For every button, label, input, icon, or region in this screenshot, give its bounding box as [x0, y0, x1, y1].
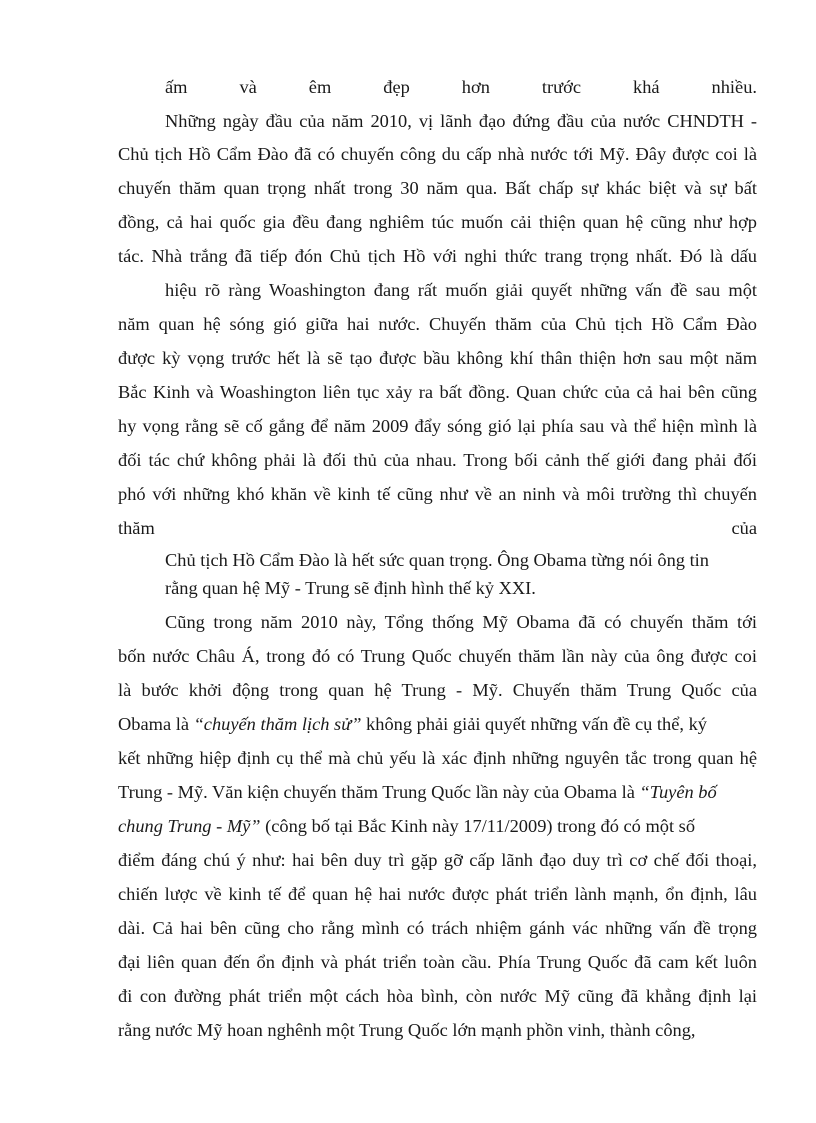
text-line: năm quan hệ sóng gió giữa hai nước. Chuyến thăm của Chủ tịch Hồ Cẩm Đào: [118, 314, 757, 334]
italic-quote: “chuyến thăm lịch sử”: [193, 714, 362, 734]
text-line: chuyến thăm quan trọng nhất trong 30 năm qua. Bất chấp sự khác biệt và sự bất: [118, 178, 757, 198]
text-line: rằng quan hệ Mỹ - Trung sẽ định hình thế kỷ XXI.: [165, 578, 536, 598]
text-line: được kỳ vọng trước hết là sẽ tạo được bầu không khí thân thiện hơn sau một năm: [118, 348, 757, 368]
text-line: đồng, cả hai quốc gia đều đang nghiêm túc muốn cải thiện quan hệ cũng như hợp: [118, 212, 757, 232]
text-line: phó với những khó khăn về kinh tế cũng như về an ninh và môi trường thì chuyến: [118, 484, 757, 504]
italic-quote: chung Trung - Mỹ”: [118, 816, 261, 836]
text-line: điểm đáng chú ý như: hai bên duy trì gặp gỡ cấp lãnh đạo duy trì cơ chế đối thoại,: [118, 850, 757, 870]
text-line: chiến lược về kinh tế để quan hệ hai nước được phát triển lành mạnh, ổn định, lâu: [118, 884, 757, 904]
text-line: rằng nước Mỹ hoan nghênh một Trung Quốc lớn mạnh phồn vinh, thành công,: [118, 1020, 696, 1040]
text-line: đối tác chứ không phải là đối thủ của nhau. Trong bối cảnh thế giới đang phải đối: [118, 450, 757, 470]
text-line: hiệu rõ ràng Woashington đang rất muốn giải quyết những vấn đề sau một: [165, 280, 757, 300]
text-line: Bắc Kinh và Woashington liên tục xảy ra bất đồng. Quan chức của cả hai bên cũng: [118, 382, 757, 402]
text-line: là bước khởi động trong quan hệ Trung - Mỹ. Chuyến thăm Trung Quốc của: [118, 680, 757, 700]
text-line: đại liên quan đến ổn định và phát triển toàn cầu. Phía Trung Quốc đã cam kết luôn: [118, 952, 757, 972]
text-line: tác. Nhà trắng đã tiếp đón Chủ tịch Hồ với nghi thức trang trọng nhất. Đó là dấu: [118, 246, 757, 266]
text-line: kết những hiệp định cụ thể mà chủ yếu là xác định những nguyên tắc trong quan hệ: [118, 748, 757, 768]
text-line: bốn nước Châu Á, trong đó có Trung Quốc chuyến thăm lần này của ông được coi: [118, 646, 757, 666]
text-line: Chủ tịch Hồ Cẩm Đào là hết sức quan trọng. Ông Obama từng nói ông tin: [165, 550, 709, 570]
text-run: không phải giải quyết những vấn đề cụ thể, ký: [361, 714, 707, 734]
text-line: dài. Cả hai bên cũng cho rằng mình có trách nhiệm gánh vác những vấn đề trọng: [118, 918, 757, 938]
text-line: thăm của: [118, 518, 757, 538]
text-line: [118, 814, 695, 838]
text-line: đi con đường phát triển một cách hòa bình, còn nước Mỹ cũng đã khẳng định lại: [118, 986, 757, 1006]
text-run: Trung - Mỹ. Văn kiện chuyến thăm Trung Quốc lần này của Obama là: [118, 782, 640, 802]
text-line: hy vọng rằng sẽ cố gắng để năm 2009 đẩy sóng gió lại phía sau và thể hiện mình là: [118, 416, 757, 436]
text-run: Obama là: [118, 714, 194, 734]
text-line: [118, 780, 717, 804]
text-line: [118, 712, 707, 736]
italic-quote: “Tuyên bố: [639, 782, 717, 802]
text-line: ấm và êm đẹp hơn trước khá nhiều.: [165, 77, 757, 97]
text-line: Cũng trong năm 2010 này, Tổng thống Mỹ Obama đã có chuyến thăm tới: [165, 612, 757, 632]
text-line: Chủ tịch Hồ Cẩm Đào đã có chuyến công du cấp nhà nước tới Mỹ. Đây được coi là: [118, 144, 757, 164]
text-line: Những ngày đầu của năm 2010, vị lãnh đạo đứng đầu của nước CHNDTH -: [165, 111, 757, 131]
text-run: (công bố tại Bắc Kinh này 17/11/2009) trong đó có một số: [260, 816, 696, 836]
